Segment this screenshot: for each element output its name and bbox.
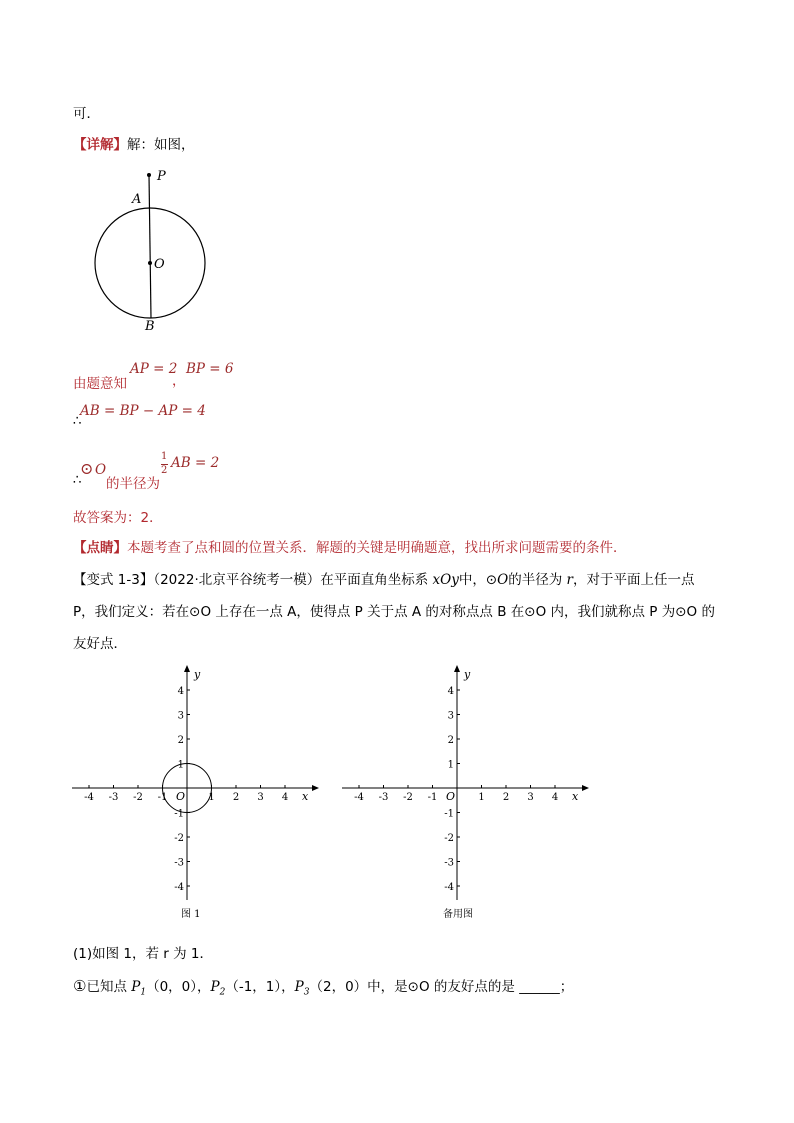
comment-text: 本题考查了点和圆的位置关系．解题的关键是明确题意，找出所求问题需要的条件． [127,540,627,556]
y-tick-label: 2 [177,735,184,746]
x-tick-label: -1 [157,792,168,803]
x-tick-label: 4 [281,792,289,803]
variant-o: O [497,572,509,588]
fraction-numerator: 1 [161,451,168,462]
variant-line1-d: ，对于平面上任一点 [573,572,695,588]
item-marker: ① [73,977,87,995]
given-prefix: 由题意知 [73,376,127,392]
x-label: x [572,790,579,803]
x-tick-label: -1 [427,792,438,803]
point-o-dot [148,261,152,265]
x-tick-label: -4 [84,792,94,803]
point-p-dot [147,173,151,177]
variant-line-3: 友好点． [73,636,127,652]
variant-line-2: P，我们定义：若在⊙O 上存在一点 A，使得点 P 关于点 A 的对称点点 B 在⊙O 内，我们就称点 P 为⊙O 的 [73,604,715,620]
x-tick-label: 2 [502,792,510,803]
x-tick-label: 3 [527,792,534,803]
x-tick-label: 1 [208,792,215,803]
detail-line [73,133,195,153]
y-tick-label: 3 [447,710,454,722]
label-a: A [132,192,142,207]
label-b: B [145,319,155,334]
variant-line-1 [73,568,695,588]
therefore-2-symbol: ∴ [73,472,82,488]
text-line-ke: 可． [73,106,100,122]
therefore-2-equation: AB = 2 [171,455,220,471]
point-p1: P [131,979,141,995]
y-tick-label: 1 [447,759,454,771]
y-tick-label: -2 [444,833,454,844]
comment-tag: 【点睛】 [73,540,127,556]
therefore-2-text: 的半径为 [106,476,160,492]
y-tick-label: 4 [177,686,184,697]
coordinate-figure-1 [66,660,326,925]
caption-backup: 备用图 [443,909,473,920]
point-p1-coords: （0，0）， [146,979,211,995]
given-comma: ， [172,373,186,389]
y-tick-label: -3 [174,857,184,869]
coordinate-figure-backup [336,660,596,925]
given-ap: AP = 2 [130,361,178,377]
y-tick-label: -4 [174,882,184,893]
point-p3: P [294,979,304,995]
point-p2: P [210,979,220,995]
x-label: x [302,790,309,803]
diameter-line [149,175,151,318]
question-1-item [73,975,573,998]
therefore-1-symbol: ∴ [73,413,82,429]
y-tick-label: 1 [177,759,184,771]
y-tick-label: -2 [174,833,184,844]
point-p3-sub: 3 [303,987,310,998]
point-p2-sub: 2 [219,987,226,998]
caption-figure-1: 图 1 [181,909,201,920]
point-p2-coords: （-1，1）， [225,979,295,995]
question-1: (1)如图 1，若 r 为 1． [73,946,214,962]
therefore-2-o: O [95,462,107,478]
label-p: P [157,169,166,184]
x-tick-label: -3 [378,792,389,803]
point-p3-coords: （2，0）中，是⊙O 的友好点的是 [309,979,515,995]
fraction-denominator: 2 [161,465,168,476]
circle-figure [80,165,220,335]
detail-tag: 【详解】 [73,137,127,153]
x-tick-label: 2 [232,792,240,803]
item-text-a: 已知点 [86,979,132,995]
y-tick-label: -4 [444,882,454,893]
x-tick-label: 3 [257,792,264,803]
variant-line1-b: 中，⊙ [458,572,498,588]
variant-r: r [566,572,574,588]
answer-blank: ______ [519,979,560,995]
label-o: O [154,257,165,272]
given-bp: BP = 6 [186,361,234,377]
origin-label: O [176,790,186,803]
variant-line1-a: 【变式 1-3】（2022·北京平谷统考一模）在平面直角坐标系 [73,572,429,588]
x-tick-label: -2 [133,792,143,803]
item-end: ； [559,979,574,995]
y-label: y [464,668,471,681]
y-tick-label: -1 [174,808,184,820]
detail-text: 解：如图， [127,137,195,153]
comment-line [73,536,627,556]
x-tick-label: 1 [478,792,485,803]
y-tick-label: -3 [444,857,454,869]
y-tick-label: 4 [447,686,454,697]
circle-symbol: ⊙ [80,459,94,478]
x-tick-label: -2 [403,792,413,803]
variant-line1-c: 的半径为 [508,572,563,588]
origin-label: O [446,790,456,803]
y-tick-label: 3 [177,710,184,722]
answer-line: 故答案为：2． [73,510,163,526]
y-label: y [194,668,201,681]
x-tick-label: -4 [354,792,364,803]
x-tick-label: 4 [551,792,559,803]
therefore-1-equation: AB = BP − AP = 4 [80,403,206,419]
variant-xoy: xOy [432,572,459,588]
y-tick-label: -1 [444,808,454,820]
y-tick-label: 2 [447,735,454,746]
x-tick-label: -3 [108,792,119,803]
point-p1-sub: 1 [140,987,147,998]
